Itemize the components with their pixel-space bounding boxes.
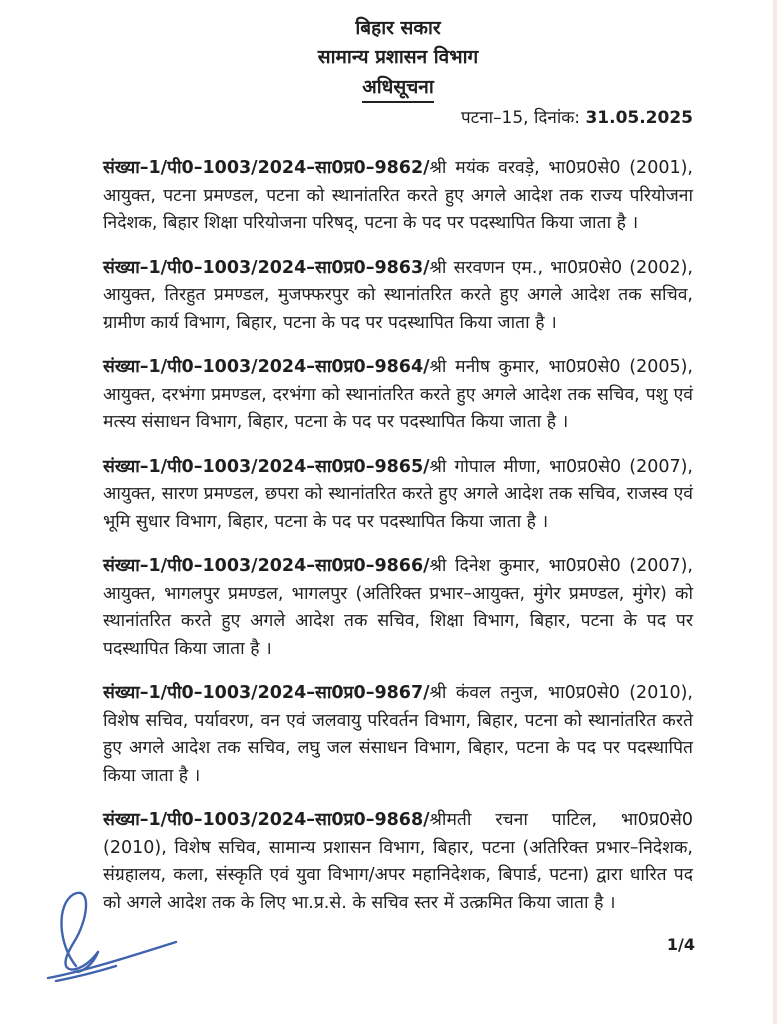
paragraph-text: श्रीमती रचना पाटिल, भा0प्र0से0 (2010), विशेष सचिव, सामान्य प्रशासन विभाग, बिहार, पटना (अतिरिक्त प्रभार–निदेशक, संग्रहालय, कला, संस्कृति एवं युवा विभाग/अपर महानिदेशक, बिपार्ड, पटना) द्वारा धारित पद को अगले आदेश तक के लिए भा.प्र.से. के सचिव स्तर में उत्क्रमित किया जाता है । xyxy=(103,810,693,913)
notification-paragraph xyxy=(103,155,693,238)
notification-date: 31.05.2025 xyxy=(585,108,693,128)
place-date-prefix: पटना–15, दिनांक: xyxy=(460,108,586,128)
notification-heading: अधिसूचना xyxy=(362,74,434,103)
department-title: सामान्य प्रशासन विभाग xyxy=(317,46,479,68)
notification-paragraph xyxy=(103,454,693,537)
document-header xyxy=(103,14,693,103)
reference-number: संख्या–1/पी0–1003/2024–सा0प्र0–9866/ xyxy=(103,556,430,576)
reference-number: संख्या–1/पी0–1003/2024–सा0प्र0–9868/ xyxy=(103,810,430,830)
page-edge-shadow xyxy=(773,0,777,1024)
reference-number: संख्या–1/पी0–1003/2024–सा0प्र0–9864/ xyxy=(103,357,430,377)
document-content xyxy=(103,14,693,934)
reference-number: संख्या–1/पी0–1003/2024–सा0प्र0–9862/ xyxy=(103,158,430,178)
reference-number: संख्या–1/पी0–1003/2024–सा0प्र0–9865/ xyxy=(103,456,430,477)
reference-number: संख्या–1/पी0–1003/2024–सा0प्र0–9863/ xyxy=(103,257,430,278)
notification-paragraph xyxy=(103,354,693,437)
paragraph-text: श्री कंवल तनुज, भा0प्र0से0 (2010), विशेष सचिव, पर्यावरण, वन एवं जलवायु परिवर्तन विभाग, बिहार, पटना को स्थानांतरित करते हुए अगले आदेश तक सचिव, लघु जल संसाधन विभाग, बिहार, पटना के पद पर पदस्थापित किया जाता है । xyxy=(103,683,693,786)
notification-paragraph xyxy=(103,680,693,790)
reference-number: संख्या–1/पी0–1003/2024–सा0प्र0–9867/ xyxy=(103,683,430,703)
paragraph-text: श्री मनीष कुमार, भा0प्र0से0 (2005), आयुक्त, दरभंगा प्रमण्डल, दरभंगा को स्थानांतरित करते हुए अगले आदेश तक सचिव, पशु एवं मत्स्य संसाधन विभाग, बिहार, पटना के पद पर पदस्थापित किया जाता है । xyxy=(103,357,693,432)
paragraph-text: श्री गोपाल मीणा, भा0प्र0से0 (2007), आयुक्त, सारण प्रमण्डल, छपरा को स्थानांतरित करते हुए अगले आदेश तक सचिव, राजस्व एवं भूमि सुधार विभाग, बिहार, पटना के पद पर पदस्थापित किया जाता है । xyxy=(103,456,693,532)
notification-paragraph xyxy=(103,255,693,338)
paragraph-text: श्री सरवणन एम., भा0प्र0से0 (2002), आयुक्त, तिरहुत प्रमण्डल, मुजफ्फरपुर को स्थानांतरित करते हुए अगले आदेश तक सचिव, ग्रामीण कार्य विभाग, बिहार, पटना के पद पर पदस्थापित किया जाता है । xyxy=(103,257,693,333)
signature-scribble xyxy=(42,882,202,982)
paragraph-text: श्री मयंक वरवड़े, भा0प्र0से0 (2001), आयुक्त, पटना प्रमण्डल, पटना को स्थानांतरित करते हुए अगले आदेश तक राज्य परियोजना निदेशक, बिहार शिक्षा परियोजना परिषद्, पटना के पद पर पदस्थापित किया जाता है । xyxy=(103,158,693,233)
page-number: 1/4 xyxy=(666,935,695,954)
notification-paragraph xyxy=(103,553,693,663)
place-date-line xyxy=(103,106,693,130)
government-title: बिहार सकार xyxy=(355,17,441,39)
document-body xyxy=(103,155,693,917)
paragraph-text: श्री दिनेश कुमार, भा0प्र0से0 (2007), आयुक्त, भागलपुर प्रमण्डल, भागलपुर (अतिरिक्त प्रभार–आयुक्त, मुंगेर प्रमण्डल, मुंगेर) को स्थानांतरित करते हुए अगले आदेश तक सचिव, शिक्षा विभाग, बिहार, पटना के पद पर पदस्थापित किया जाता है । xyxy=(103,556,693,659)
